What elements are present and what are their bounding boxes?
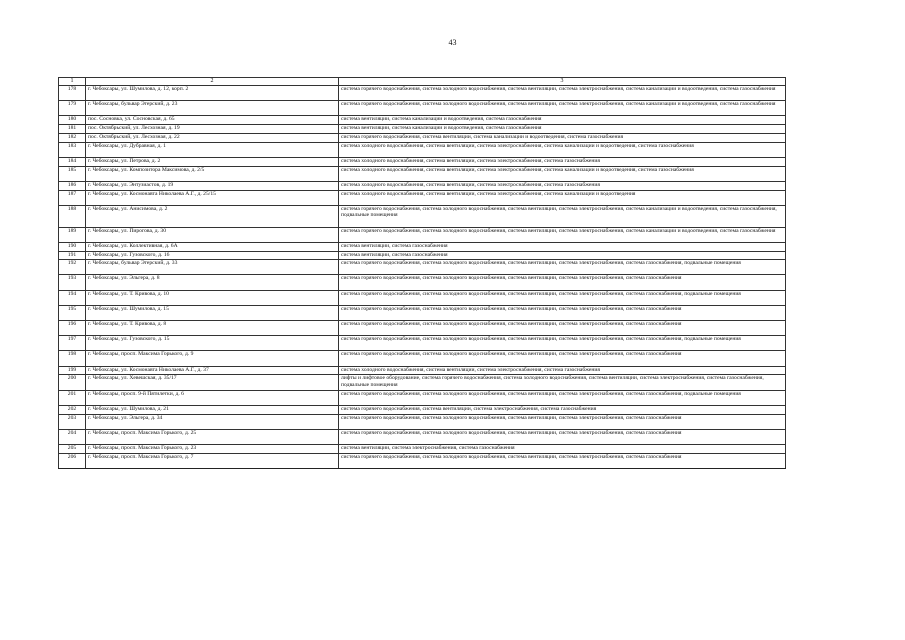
address-cell: г. Чебоксары, ул. Хевешская, д. 35/17 <box>86 375 339 390</box>
systems-cell: система горячего водоснабжения, система холодного водоснабжения, система вентиляции, система электроснабжения, система канализации и водоотведения, система газоснабжения <box>339 101 786 116</box>
systems-cell: система горячего водоснабжения, система холодного водоснабжения, система вентиляции, система электроснабжения, система газоснабжения <box>339 275 786 290</box>
header-row <box>59 78 786 86</box>
row-number: 195 <box>59 305 86 320</box>
address-cell: г. Чебоксары, просп. Максима Горького, д. 25 <box>86 429 339 444</box>
row-number: 200 <box>59 375 86 390</box>
table-row <box>59 116 786 125</box>
systems-cell: система холодного водоснабжения, система вентиляции, система электроснабжения, система канализации и водоотведения, система газоснабжения <box>339 142 786 157</box>
row-number: 185 <box>59 166 86 181</box>
row-number: 201 <box>59 390 86 405</box>
address-cell: г. Чебоксары, ул. Гузовского, д. 15 <box>86 336 339 351</box>
table-row <box>59 125 786 134</box>
table-row <box>59 336 786 351</box>
systems-cell: система холодного водоснабжения, система вентиляции, система электроснабжения, система газоснабжения <box>339 366 786 375</box>
table-row <box>59 242 786 251</box>
row-number: 184 <box>59 157 86 166</box>
row-number: 202 <box>59 405 86 414</box>
systems-cell: система горячего водоснабжения, система вентиляции, система электроснабжения, система газоснабжения <box>339 405 786 414</box>
table-row <box>59 290 786 305</box>
table-row <box>59 190 786 205</box>
table-row <box>59 390 786 405</box>
address-cell: г. Чебоксары, ул. Петрова, д. 2 <box>86 157 339 166</box>
systems-cell: система горячего водоснабжения, система холодного водоснабжения, система вентиляции, система электроснабжения, система канализации и водоотведения, система газоснабжения <box>339 86 786 101</box>
systems-cell: система горячего водоснабжения, система холодного водоснабжения, система вентиляции, система электроснабжения, система канализации и водоотведения, система газоснабжения <box>339 227 786 242</box>
table-row <box>59 453 786 468</box>
header-col-3: 3 <box>339 78 786 86</box>
row-number: 183 <box>59 142 86 157</box>
page-number: 43 <box>448 38 457 47</box>
table-row <box>59 101 786 116</box>
systems-cell: система вентиляции, система канализации и водоотведения, система газоснабжения <box>339 116 786 125</box>
systems-cell: система горячего водоснабжения, система холодного водоснабжения, система вентиляции, система электроснабжения, система газоснабжения <box>339 453 786 468</box>
systems-cell: система холодного водоснабжения, система вентиляции, система электроснабжения, система газоснабжения <box>339 181 786 190</box>
row-number: 203 <box>59 414 86 429</box>
table-row <box>59 375 786 390</box>
address-cell: г. Чебоксары, ул. Эльгера, д. 34 <box>86 414 339 429</box>
table-row <box>59 166 786 181</box>
table-row <box>59 414 786 429</box>
address-cell: г. Чебоксары, ул. Шумилова, д. 21 <box>86 405 339 414</box>
address-cell: г. Чебоксары, ул. Анисимова, д. 2 <box>86 205 339 227</box>
header-col-2: 2 <box>86 78 339 86</box>
systems-cell: система горячего водоснабжения, система холодного водоснабжения, система вентиляции, система электроснабжения, система канализации и водоотведения, система газоснабжения, подвальные помещения <box>339 205 786 227</box>
table-row <box>59 227 786 242</box>
systems-cell: система горячего водоснабжения, система вентиляции, система канализации и водоотведения, система газоснабжения <box>339 133 786 142</box>
row-number: 186 <box>59 181 86 190</box>
table-row <box>59 133 786 142</box>
table-row <box>59 429 786 444</box>
address-cell: г. Чебоксары, ул. Космонавта Николаева А.Г., д. 37 <box>86 366 339 375</box>
address-cell: г. Чебоксары, бульвар Эгерский, д. 33 <box>86 260 339 275</box>
systems-cell: система горячего водоснабжения, система холодного водоснабжения, система вентиляции, система электроснабжения, система газоснабжения <box>339 351 786 366</box>
address-cell: пос. Сосновка, ул. Сосновская, д. 65 <box>86 116 339 125</box>
address-cell: г. Чебоксары, ул. Композитора Максимова, д. 2/5 <box>86 166 339 181</box>
row-number: 199 <box>59 366 86 375</box>
address-cell: г. Чебоксары, ул. Шумилова, д. 15 <box>86 305 339 320</box>
address-cell: г. Чебоксары, просп. Максима Горького, д. 23 <box>86 444 339 453</box>
systems-cell: система холодного водоснабжения, система вентиляции, система электроснабжения, система газоснабжения <box>339 157 786 166</box>
table-row <box>59 275 786 290</box>
address-cell: г. Чебоксары, ул. Космонавта Николаева А.Г., д. 25/15 <box>86 190 339 205</box>
table-header <box>59 78 786 86</box>
systems-cell: система горячего водоснабжения, система холодного водоснабжения, система вентиляции, система электроснабжения, система газоснабжения <box>339 305 786 320</box>
systems-cell: система горячего водоснабжения, система холодного водоснабжения, система вентиляции, система электроснабжения, система газоснабжения <box>339 321 786 336</box>
systems-cell: система горячего водоснабжения, система холодного водоснабжения, система вентиляции, система электроснабжения, система газоснабжения, подвальные помещения <box>339 336 786 351</box>
address-cell: пос. Октябрьский, ул. Лесхозная, д. 19 <box>86 125 339 134</box>
row-number: 180 <box>59 116 86 125</box>
row-number: 197 <box>59 336 86 351</box>
row-number: 181 <box>59 125 86 134</box>
row-number: 196 <box>59 321 86 336</box>
systems-cell: система горячего водоснабжения, система холодного водоснабжения, система вентиляции, система электроснабжения, система газоснабжения <box>339 429 786 444</box>
table-row <box>59 444 786 453</box>
row-number: 189 <box>59 227 86 242</box>
table-row <box>59 351 786 366</box>
row-number: 206 <box>59 453 86 468</box>
systems-cell: система холодного водоснабжения, система вентиляции, система электроснабжения, система канализации и водоотведения, система газоснабжения <box>339 166 786 181</box>
systems-cell: система холодного водоснабжения, система вентиляции, система электроснабжения, система канализации и водоотведения <box>339 190 786 205</box>
address-cell: пос. Октябрьский, ул. Лесхозная, д. 22 <box>86 133 339 142</box>
table-row <box>59 321 786 336</box>
row-number: 193 <box>59 275 86 290</box>
row-number: 198 <box>59 351 86 366</box>
systems-cell: система вентиляции, система канализации и водоотведения, система газоснабжения <box>339 125 786 134</box>
row-number: 182 <box>59 133 86 142</box>
systems-cell: система вентиляции, система электроснабжения, система газоснабжения <box>339 444 786 453</box>
row-number: 179 <box>59 101 86 116</box>
table-row <box>59 86 786 101</box>
systems-cell: система вентиляции, система газоснабжения <box>339 251 786 260</box>
address-cell: г. Чебоксары, ул. Эльгера, д. 8 <box>86 275 339 290</box>
table-row <box>59 405 786 414</box>
table-row <box>59 251 786 260</box>
table-row <box>59 205 786 227</box>
systems-cell: система горячего водоснабжения, система холодного водоснабжения, система вентиляции, система электроснабжения, система газоснабжения <box>339 414 786 429</box>
row-number: 190 <box>59 242 86 251</box>
row-number: 204 <box>59 429 86 444</box>
row-number: 178 <box>59 86 86 101</box>
header-col-1: 1 <box>59 78 86 86</box>
table-body <box>59 86 786 469</box>
systems-cell: система горячего водоснабжения, система холодного водоснабжения, система вентиляции, система электроснабжения, система газоснабжения, подвальные помещения <box>339 290 786 305</box>
row-number: 191 <box>59 251 86 260</box>
table-row <box>59 181 786 190</box>
address-cell: г. Чебоксары, просп. Максима Горького, д. 7 <box>86 453 339 468</box>
row-number: 187 <box>59 190 86 205</box>
table-row <box>59 260 786 275</box>
row-number: 205 <box>59 444 86 453</box>
address-cell: г. Чебоксары, ул. Гузовского, д. 16 <box>86 251 339 260</box>
table-row <box>59 305 786 320</box>
row-number: 194 <box>59 290 86 305</box>
systems-cell: система горячего водоснабжения, система холодного водоснабжения, система вентиляции, система электроснабжения, система газоснабжения, подвальные помещения <box>339 260 786 275</box>
address-cell: г. Чебоксары, ул. Шумилова, д. 12, корп. 2 <box>86 86 339 101</box>
address-cell: г. Чебоксары, ул. Пирогова, д. 30 <box>86 227 339 242</box>
row-number: 192 <box>59 260 86 275</box>
address-cell: г. Чебоксары, ул. Энтузиастов, д. 19 <box>86 181 339 190</box>
systems-cell: лифты и лифтовое оборудование, система горячего водоснабжения, система холодного водоснабжения, система вентиляции, система электроснабжения, система газоснабжения, подвальные помещения <box>339 375 786 390</box>
address-cell: г. Чебоксары, просп. 9-й Пятилетки, д. 6 <box>86 390 339 405</box>
table-row <box>59 142 786 157</box>
address-cell: г. Чебоксары, ул. Коллективная, д. 6А <box>86 242 339 251</box>
table-row <box>59 366 786 375</box>
row-number: 188 <box>59 205 86 227</box>
address-cell: г. Чебоксары, просп. Максима Горького, д. 9 <box>86 351 339 366</box>
address-cell: г. Чебоксары, бульвар Эгерский, д. 23 <box>86 101 339 116</box>
buildings-table <box>58 77 786 469</box>
systems-cell: система вентиляции, система газоснабжения <box>339 242 786 251</box>
address-cell: г. Чебоксары, ул. Т. Кривова, д. 8 <box>86 321 339 336</box>
systems-cell: система горячего водоснабжения, система холодного водоснабжения, система вентиляции, система электроснабжения, система газоснабжения, подвальные помещения <box>339 390 786 405</box>
table-row <box>59 157 786 166</box>
address-cell: г. Чебоксары, ул. Дубравная, д. 1 <box>86 142 339 157</box>
address-cell: г. Чебоксары, ул. Т. Кривова, д. 10 <box>86 290 339 305</box>
